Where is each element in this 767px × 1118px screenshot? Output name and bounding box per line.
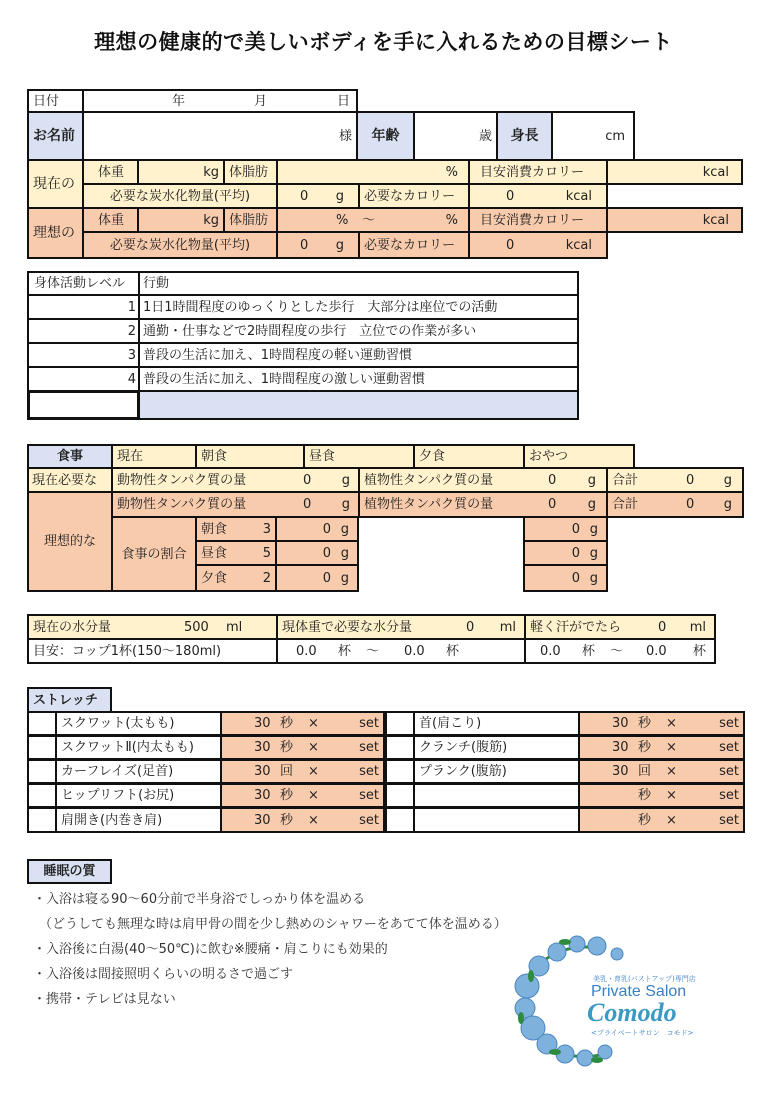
stretch-times: × <box>308 764 319 779</box>
ratio-row-dinner[interactable] <box>195 564 277 592</box>
ideal-carb-label: 必要な炭水化物量(平均) <box>82 231 278 259</box>
stretch-times: × <box>308 788 319 803</box>
stretch-set: set <box>719 740 739 755</box>
meal-current-need-label: 現在必要な <box>27 467 113 493</box>
ratio-value: 3 <box>262 521 271 537</box>
stretch-value[interactable] <box>220 735 385 760</box>
ratio-gram2-breakfast <box>523 516 608 542</box>
stretch-times: × <box>308 716 319 731</box>
stretch-value[interactable] <box>220 807 385 833</box>
stretch-times: × <box>666 812 677 828</box>
stretch-check-right[interactable] <box>385 711 415 736</box>
ideal-need-cal-field <box>468 231 608 259</box>
ratio-gram2-value: 0 <box>571 545 580 561</box>
water-sweat <box>524 614 716 640</box>
water-sweat-label: 軽く汗がでたら <box>530 619 622 635</box>
stretch-set: set <box>719 788 739 803</box>
ideal-animal-value: 0 <box>303 497 312 512</box>
ideal-weight-field[interactable] <box>137 207 225 233</box>
name-suffix: 様 <box>338 128 352 144</box>
current-animal-value: 0 <box>303 472 312 488</box>
activity-text-1: 1日1時間程度のゆっくりとした歩行 大部分は座位での活動 <box>138 294 579 320</box>
stretch-set: set <box>719 716 739 731</box>
stretch-unit: 回 <box>280 764 294 779</box>
ideal-plant-unit: g <box>587 497 596 512</box>
stretch-unit: 秒 <box>638 788 652 803</box>
stretch-set: set <box>359 740 379 755</box>
activity-level-3[interactable]: 3 <box>27 342 140 368</box>
stretch-unit: 秒 <box>638 812 652 828</box>
stretch-times: × <box>666 788 677 803</box>
need-cups-unit-max: 杯 <box>446 643 460 659</box>
water-guide: 目安：コップ1杯(150～180ml) <box>27 638 278 664</box>
water-sweat-value: 0 <box>658 619 667 635</box>
stretch-check-left[interactable] <box>27 783 57 808</box>
ratio-gram2-unit: g <box>589 570 598 586</box>
ratio-meal: 夕食 <box>201 570 228 586</box>
ideal-animal-unit: g <box>341 497 350 512</box>
water-current-unit: ml <box>226 619 243 635</box>
stretch-count: 30 <box>254 716 271 731</box>
ratio-gram-lunch <box>275 540 359 566</box>
current-total-value: 0 <box>686 472 695 488</box>
page-title: 理想の健康的で美しいボディを手に入れるための目標シート <box>94 30 673 54</box>
stretch-value[interactable] <box>220 711 385 736</box>
stretch-times: × <box>308 812 319 828</box>
activity-level-header: 身体活動レベル <box>27 271 140 296</box>
meal-ideal-animal <box>111 491 360 518</box>
water-need <box>276 614 526 640</box>
stretch-name: カーフレイズ(足首) <box>55 759 222 784</box>
stretch-name: スクワット(太もも) <box>55 711 222 736</box>
meal-lunch-label: 昼食 <box>303 444 415 469</box>
sleep-tip-1-note: （どうしても無理な時は肩甲骨の間を少し熱めのシャワーをあてて体を温める） <box>39 917 507 932</box>
ratio-gram2-value: 0 <box>571 521 580 537</box>
ideal-total-value: 0 <box>686 497 695 512</box>
current-plant-unit: g <box>587 472 596 488</box>
stretch-value[interactable] <box>578 759 745 784</box>
ideal-cal-unit: kcal <box>702 212 729 228</box>
sleep-header: 睡眠の質 <box>27 859 112 884</box>
water-sweat-cups <box>524 638 716 664</box>
ratio-gram-value: 0 <box>322 521 331 537</box>
ideal-label: 理想の <box>27 207 84 259</box>
water-need-value: 0 <box>466 619 475 635</box>
ideal-need-cal-unit: kcal <box>565 237 592 253</box>
activity-text-4: 普段の生活に加え、1時間程度の激しい運動習慣 <box>138 366 579 392</box>
ideal-weight-unit: kg <box>203 212 219 228</box>
ratio-gram-unit: g <box>340 545 349 561</box>
stretch-name: 首(肩こり) <box>413 711 580 736</box>
stretch-count: 30 <box>254 740 271 755</box>
meal-header: 食事 <box>27 444 113 469</box>
ratio-gram2-value: 0 <box>571 570 580 586</box>
stretch-set: set <box>359 812 379 828</box>
ratio-meal: 昼食 <box>201 545 228 561</box>
meal-current-animal <box>111 467 360 493</box>
logo-line2: Comodo <box>587 998 677 1027</box>
stretch-check-left[interactable] <box>27 807 57 833</box>
current-cal-field[interactable] <box>606 159 743 185</box>
ideal-cal-field[interactable] <box>606 207 743 233</box>
height-unit: cm <box>605 128 625 144</box>
current-animal-label: 動物性タンパク質の量 <box>117 472 247 488</box>
stretch-value[interactable] <box>578 807 745 833</box>
ratio-value: 5 <box>262 545 271 561</box>
meal-now-label: 現在 <box>111 444 197 469</box>
logo-tagline: 美乳・育乳(バストアップ)専門店 <box>593 975 696 983</box>
current-plant-value: 0 <box>548 472 557 488</box>
ratio-gram2-lunch <box>523 540 608 566</box>
current-carb-value: 0 <box>300 188 309 204</box>
water-current-value: 500 <box>184 619 209 635</box>
stretch-unit: 秒 <box>280 716 294 731</box>
ideal-need-cal-label: 必要なカロリー <box>358 231 470 259</box>
ideal-weight-label: 体重 <box>82 207 139 233</box>
date-label: 日付 <box>27 89 84 113</box>
ideal-need-cal-value: 0 <box>506 237 515 253</box>
ratio-row-lunch[interactable] <box>195 540 277 566</box>
age-label: 年齢 <box>356 111 415 161</box>
current-need-cal-label: 必要なカロリー <box>358 183 470 209</box>
meal-current-total <box>606 467 744 493</box>
stretch-value[interactable] <box>220 759 385 784</box>
current-fat-label: 体脂肪 <box>223 159 278 185</box>
water-current <box>27 614 278 640</box>
water-current-label: 現在の水分量 <box>33 619 112 635</box>
stretch-unit: 秒 <box>638 716 652 731</box>
stretch-name: スクワットⅡ(内太もも) <box>55 735 222 760</box>
stretch-name <box>413 783 580 808</box>
stretch-times: × <box>666 716 677 731</box>
stretch-check-left[interactable] <box>27 711 57 736</box>
ratio-gram2-unit: g <box>589 545 598 561</box>
sleep-tip-1: ・入浴は寝る90～60分前で半身浴でしっかり体を温める <box>33 892 366 907</box>
stretch-times: × <box>666 764 677 779</box>
ideal-total-label: 合計 <box>612 497 639 512</box>
name-field[interactable] <box>82 111 358 161</box>
current-need-cal-unit: kcal <box>565 188 592 204</box>
sweat-cups-unit-min: 杯 <box>582 643 596 659</box>
stretch-times: × <box>308 740 319 755</box>
current-fat-field[interactable] <box>276 159 470 185</box>
ratio-gram-value: 0 <box>322 570 331 586</box>
day-label: 日 <box>337 93 351 109</box>
stretch-unit: 秒 <box>280 812 294 828</box>
ratio-gram-unit: g <box>340 521 349 537</box>
ideal-fat-field[interactable] <box>276 207 470 233</box>
stretch-name: プランク(腹筋) <box>413 759 580 784</box>
ideal-carb-field <box>276 231 360 259</box>
activity-level-4[interactable]: 4 <box>27 366 140 392</box>
stretch-name: 肩開き(内巻き肩) <box>55 807 222 833</box>
current-label: 現在の <box>27 159 84 209</box>
stretch-name: クランチ(腹筋) <box>413 735 580 760</box>
sweat-cups-tilde: ～ <box>610 643 624 659</box>
ratio-gram-dinner <box>275 564 359 592</box>
current-fat-unit: % <box>445 164 458 180</box>
current-carb-unit: g <box>335 188 344 204</box>
current-cal-label: 目安消費カロリー <box>468 159 608 185</box>
ratio-gram-value: 0 <box>322 545 331 561</box>
age-unit: 歳 <box>478 128 492 144</box>
stretch-check-left[interactable] <box>27 735 57 760</box>
current-need-cal-field <box>468 183 608 209</box>
need-cups-max: 0.0 <box>404 643 425 659</box>
stretch-set: set <box>719 764 739 779</box>
ratio-gram2-unit: g <box>589 521 598 537</box>
ratio-meal: 朝食 <box>201 521 228 537</box>
logo-line1: Private Salon <box>591 983 687 1000</box>
meal-breakfast-label: 朝食 <box>195 444 305 469</box>
need-cups-tilde: ～ <box>366 643 380 659</box>
stretch-count: 30 <box>254 812 271 828</box>
activity-text-2: 通勤・仕事などで2時間程度の歩行 立位での作業が多い <box>138 318 579 344</box>
meal-current-plant <box>358 467 608 493</box>
sweat-cups-max: 0.0 <box>646 643 667 659</box>
meal-snack-label: おやつ <box>523 444 635 469</box>
ideal-fat-tilde: ～ <box>362 212 376 228</box>
stretch-unit: 秒 <box>638 740 652 755</box>
current-total-label: 合計 <box>612 472 639 488</box>
stretch-count: 30 <box>254 788 271 803</box>
ideal-fat-unit-max: % <box>445 212 458 228</box>
ideal-plant-value: 0 <box>548 497 557 512</box>
date-field[interactable] <box>82 89 358 113</box>
water-need-cups <box>276 638 526 664</box>
ideal-carb-value: 0 <box>300 237 309 253</box>
stretch-name <box>413 807 580 833</box>
stretch-check-left[interactable] <box>27 759 57 784</box>
stretch-value[interactable] <box>578 783 745 808</box>
name-label: お名前 <box>27 111 84 161</box>
stretch-count: 30 <box>612 716 629 731</box>
current-animal-unit: g <box>341 472 350 488</box>
meal-dinner-label: 夕食 <box>413 444 525 469</box>
stretch-times: × <box>666 740 677 755</box>
stretch-value[interactable] <box>578 711 745 736</box>
need-cups-unit-min: 杯 <box>338 643 352 659</box>
month-label: 月 <box>254 93 268 109</box>
activity-text-3: 普段の生活に加え、1時間程度の軽い運動習慣 <box>138 342 579 368</box>
ideal-fat-label: 体脂肪 <box>223 207 278 233</box>
current-weight-field[interactable] <box>137 159 225 185</box>
current-weight-unit: kg <box>203 164 219 180</box>
current-cal-unit: kcal <box>702 164 729 180</box>
logo-line3: <プライベートサロン コモド> <box>591 1029 694 1037</box>
stretch-set: set <box>719 812 739 828</box>
activity-level-input[interactable] <box>27 390 140 420</box>
water-need-unit: ml <box>499 619 516 635</box>
current-weight-label: 体重 <box>82 159 139 185</box>
stretch-value[interactable] <box>220 783 385 808</box>
current-total-unit: g <box>723 472 732 488</box>
meal-ideal-label: 理想的な <box>27 491 113 592</box>
meal-ratio-label: 食事の割合 <box>111 516 197 592</box>
activity-action-header: 行動 <box>138 271 579 296</box>
stretch-name: ヒップリフト(お尻) <box>55 783 222 808</box>
stretch-unit: 秒 <box>280 740 294 755</box>
stretch-count: 30 <box>254 764 271 779</box>
salon-logo <box>505 930 745 1070</box>
stretch-check-right[interactable] <box>385 807 415 833</box>
meal-ideal-plant <box>358 491 608 518</box>
water-sweat-unit: ml <box>689 619 706 635</box>
sweat-cups-min: 0.0 <box>540 643 561 659</box>
ideal-carb-unit: g <box>335 237 344 253</box>
stretch-set: set <box>359 716 379 731</box>
ratio-gram-breakfast <box>275 516 359 542</box>
ideal-animal-label: 動物性タンパク質の量 <box>117 497 247 512</box>
need-cups-min: 0.0 <box>296 643 317 659</box>
stretch-count: 30 <box>612 740 629 755</box>
age-field[interactable] <box>413 111 498 161</box>
sleep-tip-4: ・携帯・テレビは見ない <box>33 992 176 1007</box>
current-need-cal-value: 0 <box>506 188 515 204</box>
current-plant-label: 植物性タンパク質の量 <box>364 472 494 488</box>
ideal-cal-label: 目安消費カロリー <box>468 207 608 233</box>
sleep-tip-2: ・入浴後に白湯(40～50℃)に飲む※腰痛・肩こりにも効果的 <box>33 942 388 957</box>
stretch-unit: 回 <box>638 764 652 779</box>
ideal-plant-label: 植物性タンパク質の量 <box>364 497 494 512</box>
current-carb-field <box>276 183 360 209</box>
sleep-tip-3: ・入浴後は間接照明くらいの明るさで過ごす <box>33 967 294 982</box>
activity-level-2[interactable]: 2 <box>27 318 140 344</box>
stretch-check-right[interactable] <box>385 759 415 784</box>
ratio-gram2-dinner <box>523 564 608 592</box>
ideal-fat-unit-min: % <box>336 212 349 228</box>
stretch-count: 30 <box>612 764 629 779</box>
sweat-cups-unit-max: 杯 <box>692 643 706 659</box>
stretch-check-right[interactable] <box>385 735 415 760</box>
ratio-value: 2 <box>262 570 271 586</box>
height-field[interactable] <box>551 111 635 161</box>
stretch-value[interactable] <box>578 735 745 760</box>
meal-ideal-total <box>606 491 744 518</box>
stretch-header: ストレッチ <box>27 687 112 713</box>
activity-level-1[interactable]: 1 <box>27 294 140 320</box>
stretch-unit: 秒 <box>280 788 294 803</box>
stretch-set: set <box>359 788 379 803</box>
ratio-gram-unit: g <box>340 570 349 586</box>
water-need-label: 現体重で必要な水分量 <box>282 619 413 635</box>
ideal-total-unit: g <box>723 497 732 512</box>
current-carb-label: 必要な炭水化物量(平均) <box>82 183 278 209</box>
ratio-row-breakfast[interactable] <box>195 516 277 542</box>
height-label: 身長 <box>496 111 553 161</box>
year-label: 年 <box>172 93 186 109</box>
stretch-set: set <box>359 764 379 779</box>
stretch-check-right[interactable] <box>385 783 415 808</box>
activity-result-field[interactable] <box>138 390 579 420</box>
